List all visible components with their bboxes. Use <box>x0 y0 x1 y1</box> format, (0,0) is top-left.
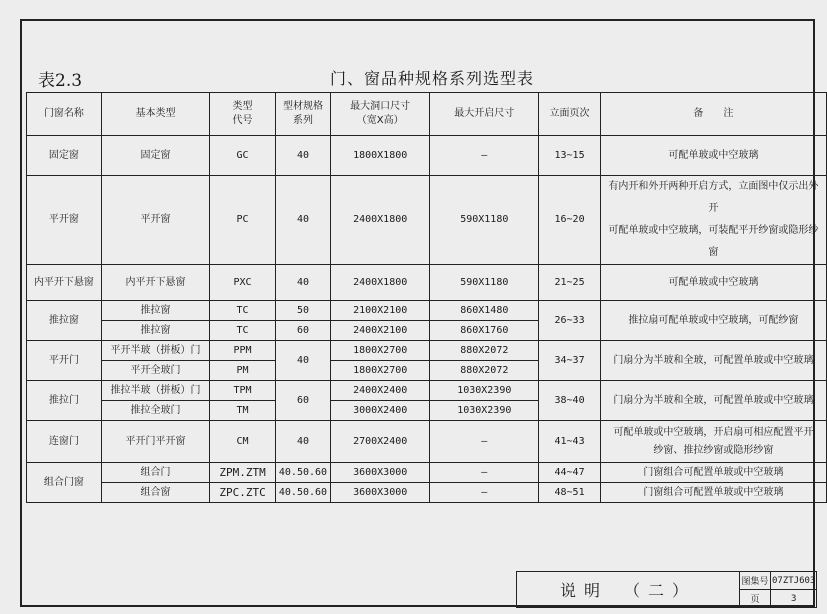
cell-type: 固定窗 <box>101 136 209 176</box>
cell-hole: 3600X3000 <box>331 463 430 483</box>
header-cell: 型材规格 系列 <box>275 93 330 136</box>
cell-hole: 2400X2400 <box>331 381 430 401</box>
cell-open: — <box>430 136 539 176</box>
cell-note: 推拉扇可配单玻或中空玻璃，可配纱窗 <box>600 301 826 341</box>
cell-name: 内平开下悬窗 <box>27 265 102 301</box>
cell-code: TM <box>210 401 276 421</box>
cell-open: 590X1180 <box>430 265 539 301</box>
cell-code: PC <box>210 176 276 265</box>
table-row <box>27 265 827 301</box>
cell-pages: 21~25 <box>539 265 601 301</box>
table-title: 门、窗品种规格系列选型表 <box>330 69 535 88</box>
header-row <box>27 93 827 136</box>
cell-series: 40 <box>275 136 330 176</box>
cell-open: 880X2072 <box>430 341 539 361</box>
cell-note: 门窗组合可配置单玻或中空玻璃 <box>600 483 826 503</box>
header-cell: 最大洞口尺寸 （宽X高） <box>331 93 430 136</box>
cell-code: TC <box>210 301 276 321</box>
cell-pages: 34~37 <box>539 341 601 381</box>
cell-pages: 13~15 <box>539 136 601 176</box>
table-row <box>27 301 827 321</box>
header-cell: 门窗名称 <box>27 93 102 136</box>
cell-type: 推拉全玻门 <box>101 401 209 421</box>
cell-series: 40.50.60 <box>275 483 330 503</box>
cell-hole: 3600X3000 <box>331 483 430 503</box>
cell-code: GC <box>210 136 276 176</box>
cell-open: — <box>430 463 539 483</box>
cell-name: 连窗门 <box>27 421 102 463</box>
cell-series: 60 <box>275 321 330 341</box>
cell-note: 有内开和外开两种开启方式，立面图中仅示出外开 可配单玻或中空玻璃，可装配平开纱窗或隐形纱窗 <box>600 176 826 265</box>
cell-open: 590X1180 <box>430 176 539 265</box>
cell-name: 平开窗 <box>27 176 102 265</box>
cell-name: 固定窗 <box>27 136 102 176</box>
cell-hole: 2700X2400 <box>331 421 430 463</box>
cell-hole: 1800X2700 <box>331 361 430 381</box>
cell-code: PM <box>210 361 276 381</box>
cell-name: 推拉窗 <box>27 301 102 341</box>
cell-note: 门扇分为半玻和全玻，可配置单玻或中空玻璃 <box>600 381 826 421</box>
cell-type: 推拉半玻（拼板）门 <box>101 381 209 401</box>
cell-hole: 3000X2400 <box>331 401 430 421</box>
table-row <box>27 176 827 265</box>
cell-pages: 48~51 <box>539 483 601 503</box>
explain-label: 说明 （二） <box>517 572 740 608</box>
cell-pages: 16~20 <box>539 176 601 265</box>
table-row <box>27 463 827 483</box>
table-row <box>27 341 827 361</box>
cell-series: 50 <box>275 301 330 321</box>
cell-pages: 38~40 <box>539 381 601 421</box>
atlas-number: 07ZTJ603 <box>771 572 817 590</box>
cell-type: 推拉窗 <box>101 321 209 341</box>
cell-name: 组合门窗 <box>27 463 102 503</box>
cell-code: TC <box>210 321 276 341</box>
cell-series: 40 <box>275 176 330 265</box>
cell-type: 组合窗 <box>101 483 209 503</box>
spec-table <box>26 92 827 503</box>
table-row <box>27 421 827 463</box>
title-block <box>516 571 817 608</box>
table-label: 表2.3 <box>38 71 83 91</box>
cell-code: PPM <box>210 341 276 361</box>
cell-hole: 1800X2700 <box>331 341 430 361</box>
cell-open: 860X1760 <box>430 321 539 341</box>
table-row <box>27 381 827 401</box>
cell-open: — <box>430 421 539 463</box>
cell-pages: 41~43 <box>539 421 601 463</box>
cell-note: 可配单玻或中空玻璃 <box>600 265 826 301</box>
cell-pages: 26~33 <box>539 301 601 341</box>
cell-code: ZPM.ZTM <box>210 463 276 483</box>
cell-series: 60 <box>275 381 330 421</box>
page-number: 3 <box>771 590 817 608</box>
cell-open: 880X2072 <box>430 361 539 381</box>
header-cell: 备 注 <box>600 93 826 136</box>
cell-hole: 2100X2100 <box>331 301 430 321</box>
cell-open: 1030X2390 <box>430 401 539 421</box>
cell-type: 内平开下悬窗 <box>101 265 209 301</box>
cell-type: 平开门平开窗 <box>101 421 209 463</box>
cell-hole: 2400X2100 <box>331 321 430 341</box>
cell-note: 门扇分为半玻和全玻，可配置单玻或中空玻璃 <box>600 341 826 381</box>
cell-series: 40 <box>275 265 330 301</box>
cell-note: 可配单玻或中空玻璃，开启扇可相应配置平开 纱窗、推拉纱窗或隐形纱窗 <box>600 421 826 463</box>
cell-type: 组合门 <box>101 463 209 483</box>
cell-type: 平开窗 <box>101 176 209 265</box>
header-cell: 立面页次 <box>539 93 601 136</box>
cell-series: 40 <box>275 421 330 463</box>
cell-code: TPM <box>210 381 276 401</box>
cell-code: ZPC.ZTC <box>210 483 276 503</box>
table-row <box>27 136 827 176</box>
cell-open: 860X1480 <box>430 301 539 321</box>
cell-note: 门窗组合可配置单玻或中空玻璃 <box>600 463 826 483</box>
cell-series: 40 <box>275 341 330 381</box>
header-cell: 类型 代号 <box>210 93 276 136</box>
cell-hole: 1800X1800 <box>331 136 430 176</box>
cell-type: 平开半玻（拼板）门 <box>101 341 209 361</box>
header-cell: 最大开启尺寸 <box>430 93 539 136</box>
cell-open: — <box>430 483 539 503</box>
cell-hole: 2400X1800 <box>331 265 430 301</box>
cell-name: 推拉门 <box>27 381 102 421</box>
atlas-label: 图集号 <box>740 572 771 590</box>
table-row <box>27 483 827 503</box>
cell-open: 1030X2390 <box>430 381 539 401</box>
cell-type: 平开全玻门 <box>101 361 209 381</box>
cell-pages: 44~47 <box>539 463 601 483</box>
page-label: 页 <box>740 590 771 608</box>
cell-note: 可配单玻或中空玻璃 <box>600 136 826 176</box>
cell-type: 推拉窗 <box>101 301 209 321</box>
cell-name: 平开门 <box>27 341 102 381</box>
header-cell: 基本类型 <box>101 93 209 136</box>
cell-code: CM <box>210 421 276 463</box>
cell-code: PXC <box>210 265 276 301</box>
cell-series: 40.50.60 <box>275 463 330 483</box>
cell-hole: 2400X1800 <box>331 176 430 265</box>
